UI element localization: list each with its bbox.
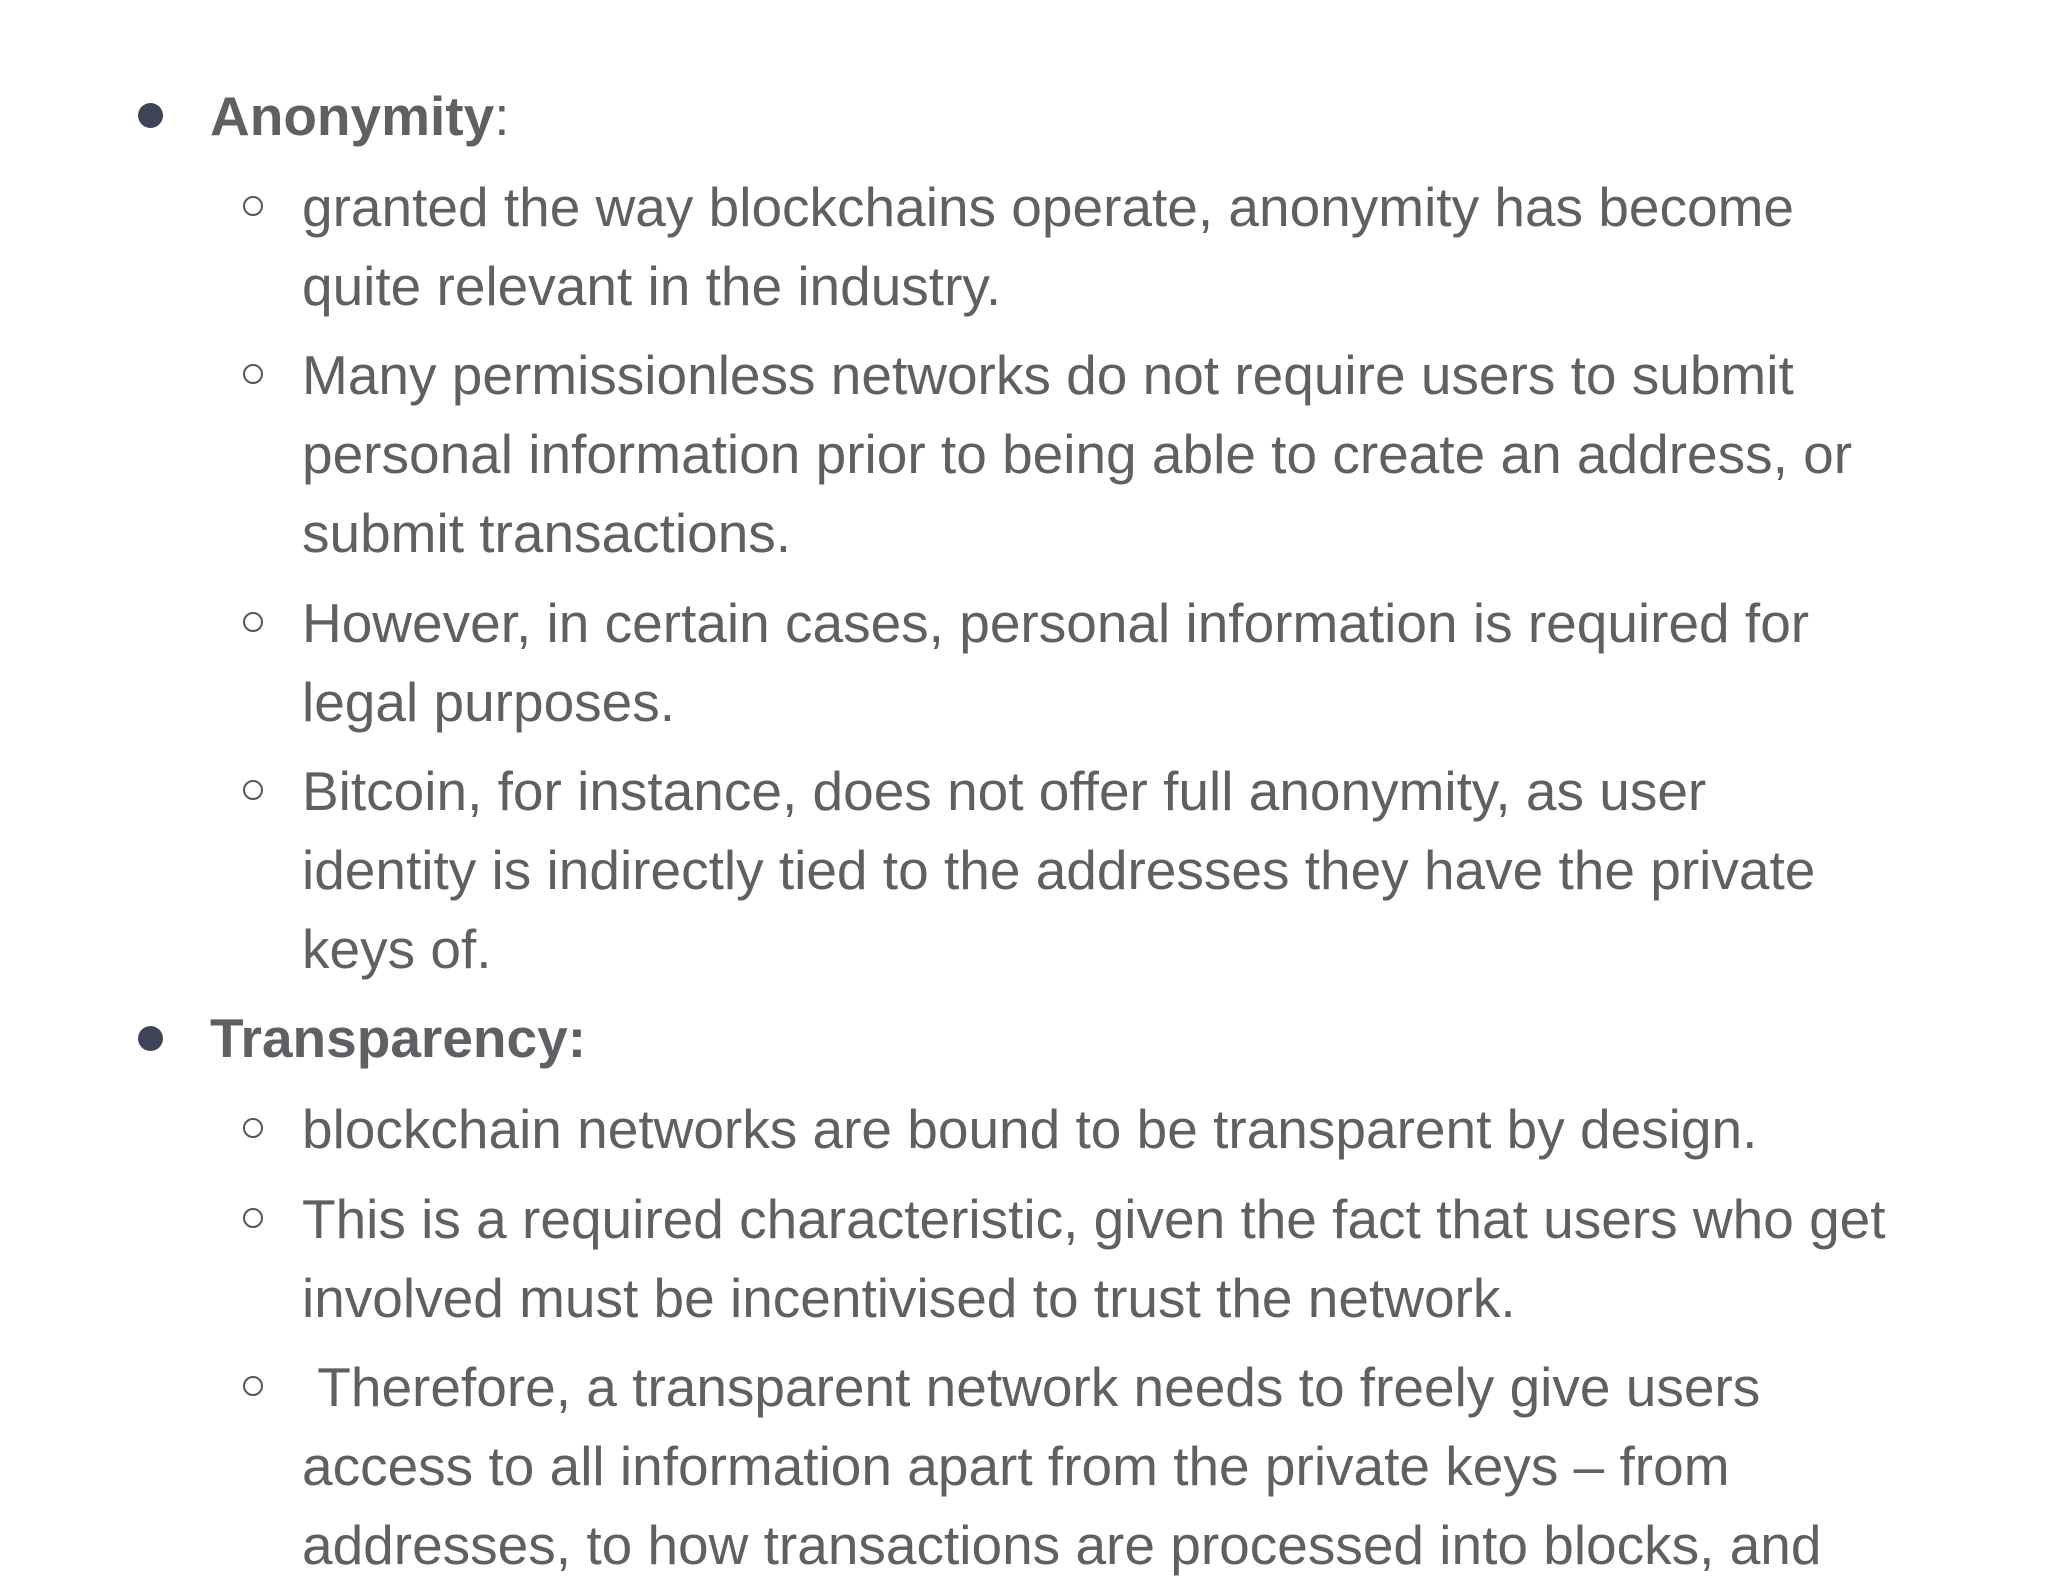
- list-item: [0, 752, 1962, 989]
- section-heading-row: [0, 76, 2048, 168]
- section-heading: [210, 998, 586, 1078]
- list-item-text: [302, 1180, 1962, 1338]
- list-item-line: This is a required characteristic, given the fact that users who get: [302, 1188, 1886, 1250]
- list-item-text: [302, 1090, 1962, 1169]
- hollow-bullet-icon: [243, 196, 263, 216]
- section-heading-title: Transparency:: [210, 1007, 587, 1069]
- section-heading: [210, 76, 509, 156]
- list-item-line: personal information prior to being able to create an address, or: [302, 423, 1853, 485]
- list-item-line: involved must be incentivised to trust the network.: [302, 1267, 1516, 1329]
- list-item: [0, 584, 1962, 742]
- hollow-bullet-icon: [243, 612, 263, 632]
- list-item-text: [302, 168, 1962, 326]
- list-item: [0, 336, 1962, 573]
- list-item-text: [302, 336, 1962, 573]
- hollow-bullet-icon: [243, 1118, 263, 1138]
- list-item-line: granted the way blockchains operate, anonymity has become: [302, 176, 1794, 238]
- list-item: [0, 168, 1962, 326]
- hollow-bullet-icon: [243, 1208, 263, 1228]
- list-item-line: access to all information apart from the private keys – from: [302, 1435, 1730, 1497]
- list-item: [0, 1180, 1962, 1338]
- section-anonymity: [0, 76, 2048, 980]
- filled-bullet-icon: [138, 103, 163, 128]
- list-item-line: Therefore, a transparent network needs to freely give users: [302, 1356, 1761, 1418]
- section-heading-row: [0, 998, 2048, 1090]
- filled-bullet-icon: [138, 1026, 163, 1051]
- list-item-line: keys of.: [302, 918, 492, 980]
- list-item-line: Many permissionless networks do not require users to submit: [302, 344, 1794, 406]
- section-transparency: [0, 998, 2048, 1576]
- list-item-line: identity is indirectly tied to the addresses they have the private: [302, 839, 1816, 901]
- list-item-line: However, in certain cases, personal information is required for: [302, 592, 1810, 654]
- list-item-line: addresses, to how transactions are processed into blocks, and: [302, 1514, 1822, 1576]
- hollow-bullet-icon: [243, 364, 263, 384]
- list-item-line: blockchain networks are bound to be transparent by design.: [302, 1098, 1758, 1160]
- section-heading-suffix: :: [494, 85, 510, 147]
- list-item-line: quite relevant in the industry.: [302, 255, 1002, 317]
- list-item: [0, 1348, 1962, 1585]
- hollow-bullet-icon: [243, 1376, 263, 1396]
- list-item-text: [302, 752, 1962, 989]
- list-item-line: submit transactions.: [302, 502, 792, 564]
- list-item-text: [302, 1348, 1962, 1585]
- hollow-bullet-icon: [243, 780, 263, 800]
- list-item: [0, 1090, 1962, 1169]
- list-item-text: [302, 584, 1962, 742]
- section-heading-title: Anonymity: [210, 85, 495, 147]
- list-item-line: legal purposes.: [302, 671, 676, 733]
- list-item-line: Bitcoin, for instance, does not offer full anonymity, as user: [302, 760, 1707, 822]
